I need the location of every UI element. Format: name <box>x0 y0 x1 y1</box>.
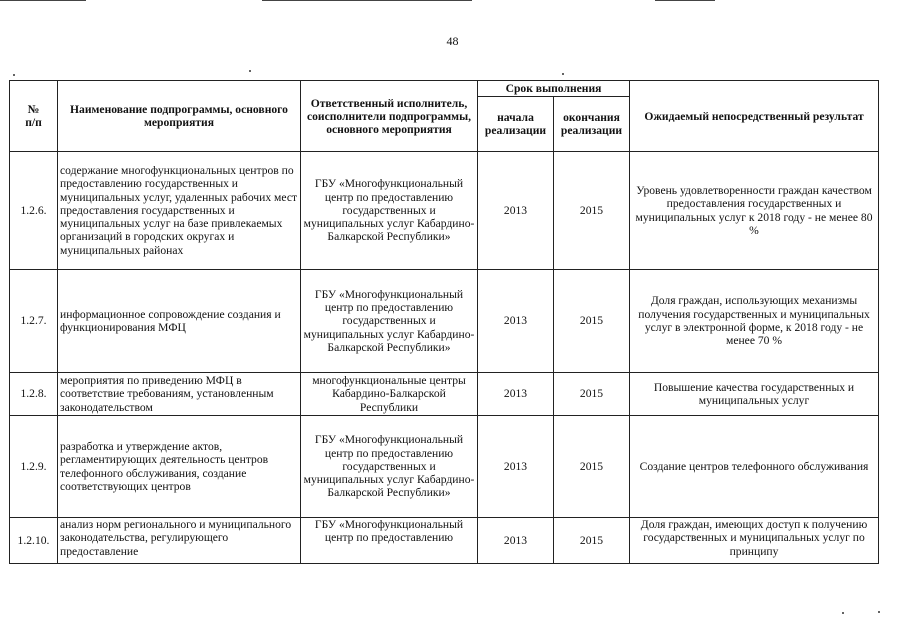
table-row <box>10 270 879 373</box>
col-header-num: № п/п <box>10 81 58 152</box>
row-end-year: 2015 <box>554 373 630 416</box>
table-row <box>10 416 879 518</box>
row-start-year: 2013 <box>478 518 554 564</box>
row-activity-name: информационное сопровождение создания и функционирования МФЦ <box>58 270 301 373</box>
row-start-year: 2013 <box>478 270 554 373</box>
row-number: 1.2.8. <box>10 373 58 416</box>
row-executor: многофункциональные центры Кабардино-Балкарской Республики <box>301 373 478 416</box>
row-end-year: 2015 <box>554 416 630 518</box>
row-end-year: 2015 <box>554 270 630 373</box>
row-expected-result: Повышение качества государственных и муниципальных услуг <box>630 373 879 416</box>
col-header-name: Наименование подпрограммы, основного мероприятия <box>58 81 301 152</box>
scan-speck <box>878 611 880 613</box>
row-number: 1.2.6. <box>10 152 58 270</box>
scan-top-rule-mid <box>262 0 472 1</box>
program-table <box>9 80 879 564</box>
row-executor: ГБУ «Многофункциональный центр по предоставлению государственных и муниципальных услуг Кабардино-Балкарской Республики» <box>301 152 478 270</box>
scan-top-rule-right <box>655 0 715 1</box>
row-activity-name: разработка и утверждение актов, регламентирующих деятельность центров телефонного обслуживания, создание соответствующих центров <box>58 416 301 518</box>
scan-speck <box>13 74 15 76</box>
page-number: 48 <box>446 34 459 48</box>
scan-speck <box>562 73 564 75</box>
row-expected-result: Создание центров телефонного обслуживания <box>630 416 879 518</box>
scan-speck <box>249 70 251 72</box>
table-row <box>10 373 879 416</box>
scan-speck <box>842 612 844 614</box>
col-header-result: Ожидаемый непосредственный результат <box>630 81 879 152</box>
row-executor: ГБУ «Многофункциональный центр по предоставлению государственных и муниципальных услуг Кабардино-Балкарской Республики» <box>301 416 478 518</box>
row-executor: ГБУ «Многофункциональный центр по предоставлению <box>301 518 478 564</box>
row-end-year: 2015 <box>554 152 630 270</box>
row-activity-name: анализ норм регионального и муниципального законодательства, регулирующего предоставление <box>58 518 301 564</box>
row-executor: ГБУ «Многофункциональный центр по предоставлению государственных и муниципальных услуг Кабардино-Балкарской Республики» <box>301 270 478 373</box>
row-start-year: 2013 <box>478 152 554 270</box>
col-header-deadline: Срок выполнения <box>478 81 630 97</box>
col-header-start: начала реализации <box>478 97 554 152</box>
row-activity-name: мероприятия по приведению МФЦ в соответствие требованиям, установленным законодательством <box>58 373 301 416</box>
row-activity-name: содержание многофункциональных центров по предоставлению государственных и муниципальных услуг, удаленных рабочих мест предоставления государственных и муниципальных услуг на базе привлекаемых организаций в городских округах и муниципальных районах <box>58 152 301 270</box>
row-expected-result: Доля граждан, использующих механизмы получения государственных и муниципальных услуг в электронной форме, к 2018 году - не менее 70 % <box>630 270 879 373</box>
row-start-year: 2013 <box>478 373 554 416</box>
row-expected-result: Уровень удовлетворенности граждан качеством предоставления государственных и муниципальных услуг к 2018 году - не менее 80 % <box>630 152 879 270</box>
table-row <box>10 518 879 564</box>
row-number: 1.2.9. <box>10 416 58 518</box>
row-start-year: 2013 <box>478 416 554 518</box>
row-expected-result: Доля граждан, имеющих доступ к получению государственных и муниципальных услуг по принципу <box>630 518 879 564</box>
scan-top-rule-left <box>0 0 86 1</box>
table-row <box>10 152 879 270</box>
row-end-year: 2015 <box>554 518 630 564</box>
row-number: 1.2.10. <box>10 518 58 564</box>
col-header-executor: Ответственный исполнитель, соисполнители подпрограммы, основного мероприятия <box>301 81 478 152</box>
row-number: 1.2.7. <box>10 270 58 373</box>
col-header-end: окончания реализации <box>554 97 630 152</box>
